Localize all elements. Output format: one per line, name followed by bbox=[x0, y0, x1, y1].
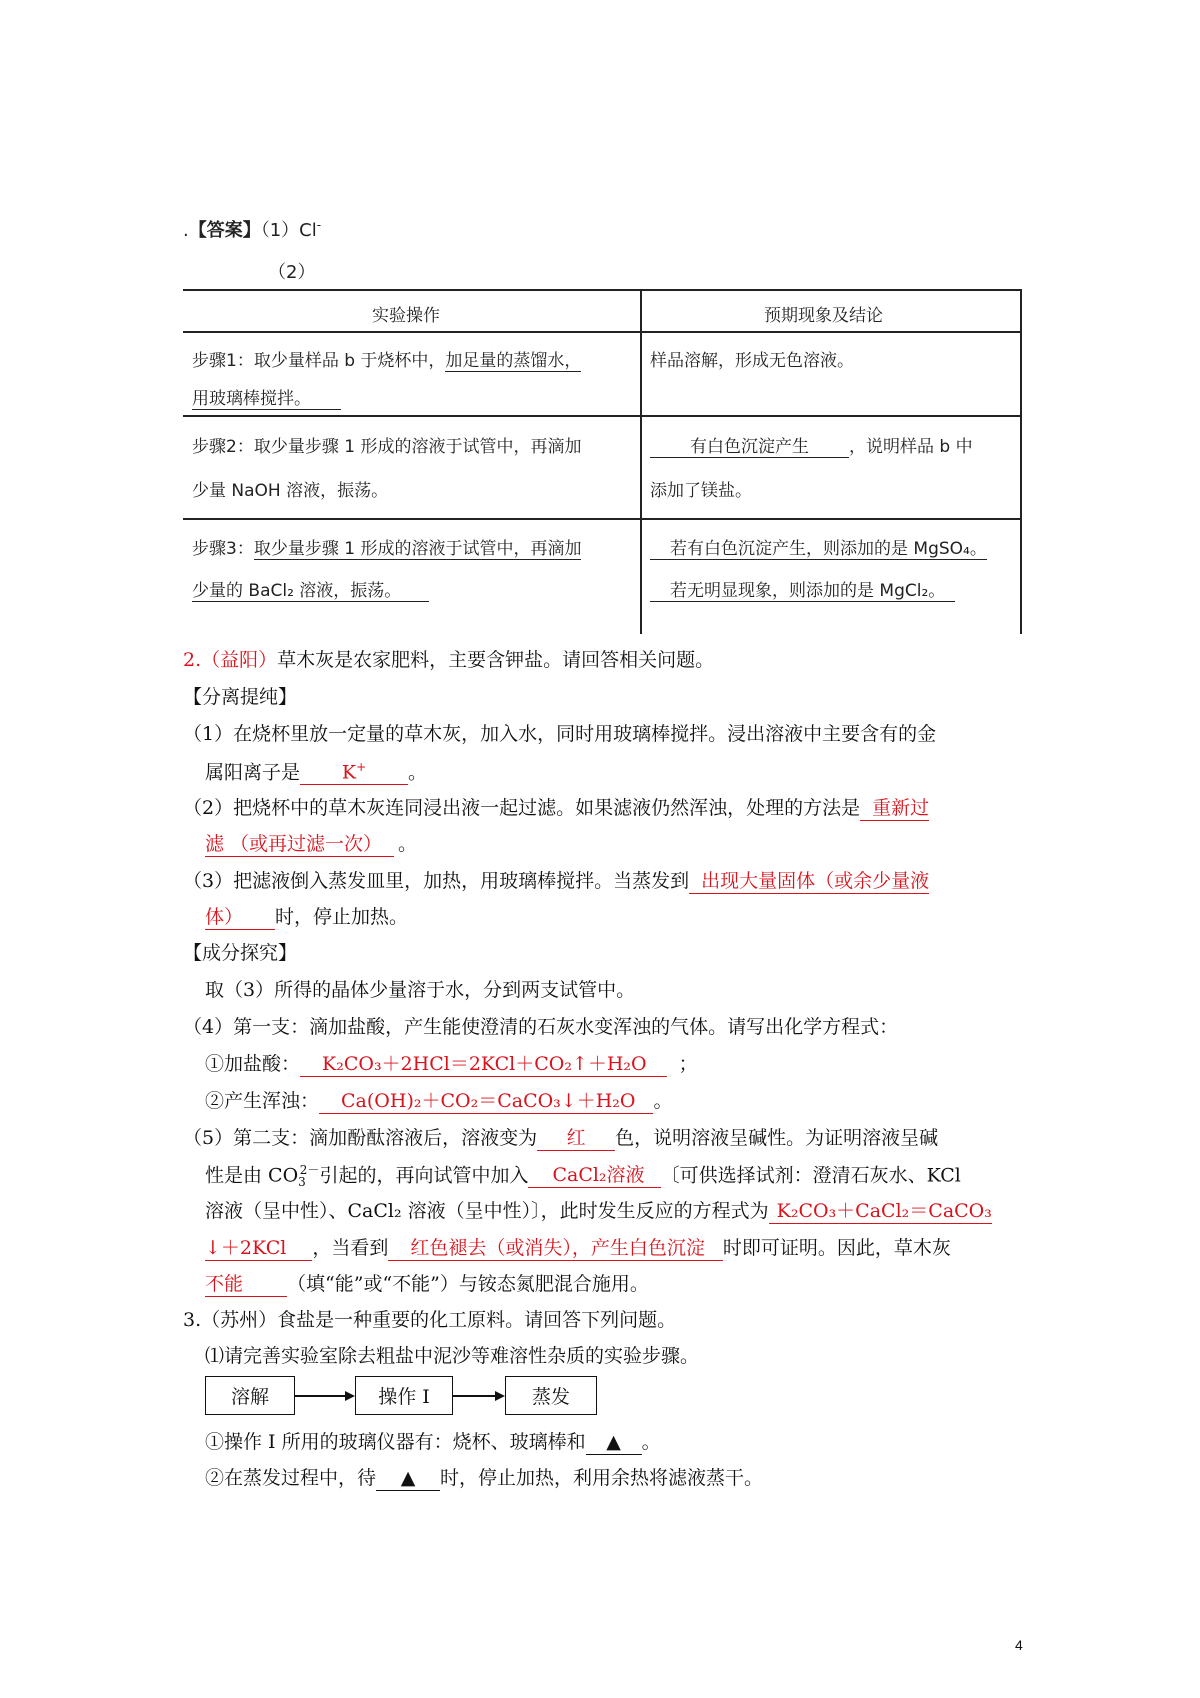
flow-box-dissolve bbox=[205, 1376, 295, 1415]
table-col-divider bbox=[640, 289, 642, 634]
flow-box-operation bbox=[355, 1376, 453, 1415]
q3-sub2-end: 时，停止加热，利用余热将滤液蒸干。 bbox=[440, 1467, 764, 1489]
q3-sub2-prefix: ②在蒸发过程中，待 bbox=[205, 1467, 377, 1489]
q2-p1-line2 bbox=[205, 761, 427, 785]
row3-res-fill1: 若有白色沉淀产生，则添加的是 MgSO₄。 bbox=[650, 534, 987, 560]
q3-sub1-end: 。 bbox=[641, 1431, 661, 1453]
q2-p4b-prefix: ②产生浑浊： bbox=[205, 1090, 320, 1112]
q2-source: （益阳） bbox=[201, 649, 278, 671]
q2-p3-line2 bbox=[205, 907, 408, 930]
table-header-operation: 实验操作 bbox=[372, 306, 440, 326]
q2-intro: 取（3）所得的晶体少量溶于水，分到两支试管中。 bbox=[205, 979, 636, 1001]
answer-part1: （1）Cl bbox=[260, 220, 317, 241]
table-row2-op-line1: 步骤2：取少量步骤 1 形成的溶液于试管中，再滴加 bbox=[192, 437, 582, 457]
answer-label: 【答案】 bbox=[188, 220, 261, 241]
q2-number: 2. bbox=[183, 649, 202, 671]
flow-label-dissolve: 溶解 bbox=[230, 1386, 269, 1408]
q2-p3-answer-a: 出现大量固体（或余少量液 bbox=[689, 871, 929, 894]
q2-p4a-prefix: ①加盐酸： bbox=[205, 1053, 301, 1075]
table-row3-result-line2 bbox=[650, 576, 955, 602]
q2-p5-l2c: 〔可供选择试剂：澄清石灰水、KCl bbox=[660, 1164, 961, 1187]
q2-p5-l5: （填“能”或“不能”）与铵态氮肥混合施用。 bbox=[287, 1273, 649, 1295]
row3-res-fill2: 若无明显现象，则添加的是 MgCl₂。 bbox=[650, 576, 955, 602]
row1-op-fill1: 加足量的蒸馏水， bbox=[445, 346, 581, 372]
q3-number: 3. bbox=[183, 1309, 202, 1331]
q2-stem: 草木灰是农家肥料，主要含钾盐。请回答相关问题。 bbox=[277, 649, 715, 671]
answer-dot: . bbox=[183, 220, 189, 241]
q2-p5-l3a: 溶液（呈中性）、CaCl₂ 溶液（呈中性）〕，此时发生反应的方程式为 bbox=[205, 1200, 769, 1222]
answer-part1-sup: - bbox=[316, 218, 322, 232]
q3-sub1-blank: ▲ bbox=[586, 1432, 642, 1455]
q2-p1-end: 。 bbox=[408, 761, 428, 784]
q3-stem: 食盐是一种重要的化工原料。请回答下列问题。 bbox=[277, 1309, 677, 1331]
q2-p1-answer bbox=[300, 761, 408, 785]
q2-stem-line bbox=[183, 651, 714, 670]
q3-stem-line bbox=[183, 1311, 676, 1330]
table-row3-op-line2 bbox=[192, 576, 429, 602]
flow-arrow-1-icon bbox=[345, 1391, 355, 1401]
q2-p5-answer3b: ↓＋2KCl bbox=[205, 1238, 312, 1261]
q2-p5-line1 bbox=[183, 1128, 938, 1151]
q2-p3-end: 时，停止加热。 bbox=[275, 906, 409, 928]
row3-op-prefix: 步骤3： bbox=[192, 539, 254, 559]
row3-op-fill2: 少量的 BaCl₂ 溶液，振荡。 bbox=[192, 576, 429, 602]
flow-arrow-2-line bbox=[453, 1395, 495, 1397]
row1-op-prefix: 步骤1：取少量样品 b 于烧杯中， bbox=[192, 351, 446, 371]
q2-p5-line5 bbox=[205, 1274, 649, 1297]
q2-p5-line2 bbox=[205, 1164, 961, 1188]
q3-sub1-prefix: ①操作 I 所用的玻璃仪器有：烧杯、玻璃棒和 bbox=[205, 1431, 586, 1453]
table-row1-op-line1 bbox=[192, 346, 581, 372]
flow-arrow-2-icon bbox=[495, 1391, 505, 1401]
flow-arrow-1-line bbox=[295, 1395, 345, 1397]
flow-label-operation: 操作 I bbox=[378, 1386, 430, 1408]
q2-p3-prefix: （3）把滤液倒入蒸发皿里，加热，用玻璃棒搅拌。当蒸发到 bbox=[183, 870, 690, 892]
q3-p1: ⑴请完善实验室除去粗盐中泥沙等难溶性杂质的实验步骤。 bbox=[205, 1345, 700, 1367]
table-right-border bbox=[1020, 289, 1022, 634]
q2-p4b-end: 。 bbox=[653, 1090, 673, 1112]
flow-label-evaporate: 蒸发 bbox=[531, 1386, 570, 1408]
q2-p5-l4a: ，当看到 bbox=[312, 1237, 389, 1259]
table-header-border bbox=[183, 331, 1021, 333]
table-row3-result-line1 bbox=[650, 534, 987, 560]
q2-p5-line4 bbox=[205, 1238, 951, 1261]
row2-res-fill: 有白色沉淀产生 bbox=[650, 432, 849, 458]
q2-p3-line1 bbox=[183, 871, 929, 894]
row3-op-fill1: 取少量步骤 1 形成的溶液于试管中，再滴加 bbox=[254, 534, 582, 560]
q3-sub1 bbox=[205, 1432, 661, 1455]
answer-header bbox=[183, 216, 321, 242]
table-row2-result-line2: 添加了镁盐。 bbox=[650, 481, 752, 501]
q2-p2-line2 bbox=[205, 834, 417, 857]
table-row2-result-line1 bbox=[650, 432, 973, 458]
q2-p2-line1 bbox=[183, 798, 929, 821]
q2-p5-l2b: 引起的，再向试管中加入 bbox=[319, 1164, 529, 1187]
q2-p1-prefix: 属阳离子是 bbox=[205, 761, 301, 784]
table-row1-op-line2 bbox=[192, 384, 341, 410]
q2-p5-mid: 色，说明溶液呈碱性。为证明溶液呈碱 bbox=[615, 1127, 939, 1149]
q2-p5-l2-sub: 3 bbox=[298, 1175, 306, 1190]
q2-p5-l4b: 时即可证明。因此，草木灰 bbox=[722, 1237, 951, 1259]
q2-p5-answer2: CaCl₂溶液 bbox=[528, 1165, 660, 1188]
q2-p4a-answer: K₂CO₃＋2HCl＝2KCl＋CO₂↑＋H₂O bbox=[300, 1054, 667, 1077]
q2-section-composition: 【成分探究】 bbox=[183, 942, 298, 964]
q2-p4a-line bbox=[205, 1054, 698, 1077]
q2-p4a-end: ； bbox=[678, 1053, 698, 1075]
page-number: 4 bbox=[1015, 1637, 1023, 1653]
q2-p1-answer-sup: + bbox=[356, 760, 367, 774]
table-row1-border bbox=[183, 415, 1021, 417]
q3-sub2 bbox=[205, 1468, 763, 1491]
q2-p4: （4）第一支：滴加盐酸，产生能使澄清的石灰水变浑浊的气体。请写出化学方程式： bbox=[183, 1016, 899, 1038]
flow-box-evaporate bbox=[505, 1376, 597, 1415]
row2-res-suffix: ，说明样品 b 中 bbox=[849, 437, 973, 457]
row1-op-fill2: 用玻璃棒搅拌。 bbox=[192, 384, 341, 410]
q3-sub2-blank: ▲ bbox=[376, 1468, 440, 1491]
q2-p4b-line bbox=[205, 1091, 673, 1114]
table-top-border bbox=[183, 289, 1021, 291]
q2-p5-l2a: 性是由 CO bbox=[205, 1164, 299, 1187]
q2-p5-answer3a: K₂CO₃＋CaCl₂＝CaCO₃ bbox=[769, 1201, 992, 1224]
q2-p5-answer1: 红 bbox=[537, 1128, 615, 1151]
table-row1-result: 样品溶解，形成无色溶液。 bbox=[650, 351, 854, 371]
table-row2-border bbox=[183, 518, 1021, 520]
answer-part2: （2） bbox=[268, 262, 316, 283]
q2-p1-answer-text: K bbox=[341, 761, 357, 784]
q2-p5-answer4: 红色褪去（或消失），产生白色沉淀 bbox=[388, 1238, 723, 1261]
q3-source: （苏州） bbox=[201, 1309, 278, 1331]
q2-p3-answer-b: 体） bbox=[205, 907, 275, 930]
q2-p5-answer5: 不能 bbox=[205, 1274, 287, 1297]
q2-p2-answer-a: 重新过 bbox=[860, 798, 929, 821]
q2-p2-end: 。 bbox=[398, 833, 418, 855]
table-row3-op-line1 bbox=[192, 534, 581, 560]
q2-p5-l2-sup: 2－ bbox=[299, 1163, 320, 1177]
q2-p5-prefix: （5）第二支：滴加酚酞溶液后，溶液变为 bbox=[183, 1127, 538, 1149]
q2-section-separation: 【分离提纯】 bbox=[183, 686, 298, 708]
q2-p2-prefix: （2）把烧杯中的草木灰连同浸出液一起过滤。如果滤液仍然浑浊，处理的方法是 bbox=[183, 797, 861, 819]
q2-p4b-answer: Ca(OH)₂＋CO₂＝CaCO₃↓＋H₂O bbox=[319, 1091, 653, 1114]
q2-p5-line3 bbox=[205, 1201, 992, 1224]
q2-p2-answer-b: 滤 （或再过滤一次） bbox=[205, 834, 394, 857]
table-header-result: 预期现象及结论 bbox=[764, 306, 883, 326]
q2-p1-line1: （1）在烧杯里放一定量的草木灰，加入水，同时用玻璃棒搅拌。浸出溶液中主要含有的金 bbox=[183, 723, 937, 745]
table-row2-op-line2: 少量 NaOH 溶液，振荡。 bbox=[192, 481, 389, 501]
